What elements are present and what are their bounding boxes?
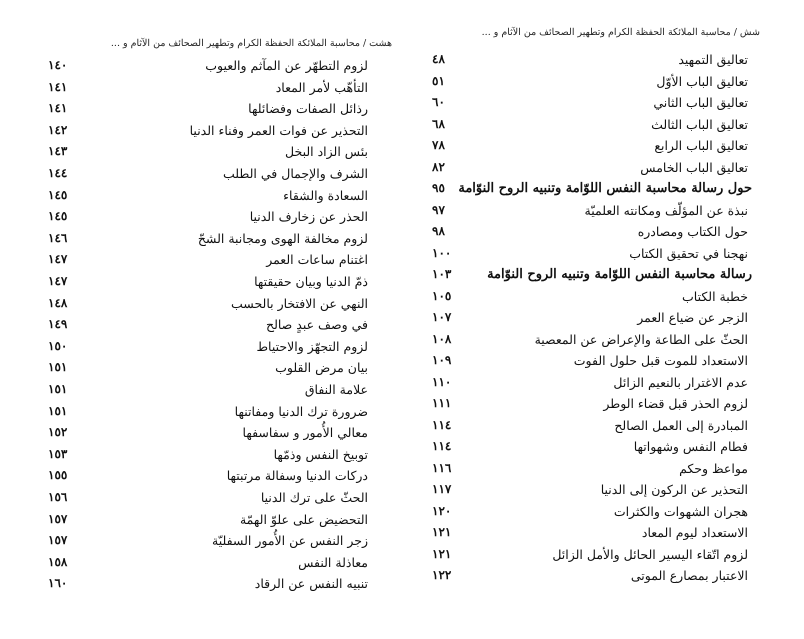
toc-entry (0, 512, 404, 532)
toc-entry (404, 246, 804, 266)
toc-entry-page-number: ١٠٨ (432, 331, 452, 346)
toc-entry (0, 231, 404, 251)
toc-entry (404, 439, 804, 459)
toc-entry (404, 418, 804, 438)
toc-entry-title: عدم الاغترار بالنعيم الزائل (613, 374, 748, 390)
toc-entry (404, 95, 804, 115)
toc-entry (0, 144, 404, 164)
toc-entry (0, 101, 404, 121)
toc-entry-page-number: ١٥٧ (48, 511, 68, 526)
toc-entry-title: التأهّب لأمر المعاد (275, 79, 368, 95)
toc-entry-page-number: ١٥٨ (48, 554, 68, 569)
toc-entry-title: نهجنا في تحقيق الكتاب (629, 245, 748, 261)
toc-entry-title: لزوم الحذر قبل قضاء الوطر (603, 396, 748, 411)
toc-entry-page-number: ١٢١ (432, 546, 452, 561)
toc-entry-page-number: ١١٤ (432, 417, 452, 432)
toc-entry-title: ضرورة ترك الدنيا ومفاتنها (234, 403, 368, 419)
toc-entry-page-number: ١٠٥ (432, 288, 452, 303)
toc-entry-title: هجران الشهوات والكثرات (613, 503, 748, 519)
toc-entry-page-number: ١٥١ (48, 403, 68, 418)
toc-entry (0, 533, 404, 553)
right-page (404, 0, 804, 639)
toc-entry-page-number: ٩٨ (432, 224, 445, 238)
toc-entry-title: حول رسالة محاسبة النفس اللوّامة وتنبيه الروح النوّامة (458, 181, 752, 196)
toc-entry-page-number: ١٤٣ (48, 144, 68, 159)
toc-entry (404, 181, 804, 201)
toc-entry-title: التحضيض على علوّ الهمّة (239, 511, 368, 527)
toc-entry-title: اغتنام ساعات العمر (266, 252, 368, 268)
toc-entry-title: تعاليق الباب الخامس (640, 159, 748, 175)
toc-entry (0, 296, 404, 316)
toc-entry-title: فطام النفس وشهواتها (633, 439, 748, 454)
toc-entry-page-number: ١٤٧ (48, 274, 68, 288)
toc-entry-title: الزجر عن ضياع العمر (637, 310, 748, 325)
toc-entry-title: في وصف عبدٍ صالح (266, 317, 368, 333)
toc-entry-page-number: ١٦٠ (48, 576, 68, 591)
toc-entry-page-number: ٦٠ (432, 95, 445, 109)
toc-entry-title: الحذر عن زخارف الدنيا (249, 209, 368, 225)
toc-entry (0, 447, 404, 467)
toc-entry-title: النهي عن الافتخار بالحسب (231, 295, 368, 311)
toc-entry-page-number: ١٠٩ (432, 353, 452, 367)
toc-entry (0, 468, 404, 488)
toc-entry-title: تعاليق الباب الثاني (653, 95, 748, 110)
running-header: هشت / محاسبة الملائكة الحفظة الكرام وتطهير الصحائف من الآثام و ... (110, 38, 392, 49)
toc-entry (404, 461, 804, 481)
toc-entry (404, 138, 804, 158)
toc-entry-page-number: ١٠٣ (432, 267, 452, 281)
toc-entry-page-number: ١١٤ (432, 439, 452, 453)
toc-entry (0, 123, 404, 143)
toc-entry-page-number: ١٤٠ (48, 58, 68, 72)
toc-entry-title: بيان مرض القلوب (275, 360, 368, 376)
toc-entry-page-number: ٨٢ (432, 159, 445, 174)
toc-entry-page-number: ١١٦ (432, 460, 452, 475)
toc-entry-page-number: ١٤٢ (48, 122, 68, 137)
toc-entry-title: لزوم مخالفة الهوى ومجانبة الشحّ (197, 230, 368, 246)
toc-entry-page-number: ٧٨ (432, 138, 445, 152)
toc-entry-title: تنبيه النفس عن الرقاد (254, 576, 368, 592)
toc-entry-page-number: ١٥٥ (48, 468, 68, 483)
toc-entry-title: الاستعداد ليوم المعاد (641, 525, 748, 540)
toc-entry-page-number: ١٥٠ (48, 338, 68, 353)
toc-entry-title: لزوم اتّقاء اليسير الحائل والأمل الزائل (552, 546, 748, 562)
toc-entry-title: حول الكتاب ومصادره (637, 224, 748, 239)
toc-entry-title: لزوم التطهّر عن المآثم والعيوب (205, 58, 368, 73)
toc-entry (0, 252, 404, 272)
toc-entry-title: الشرف والإجمال في الطلب (222, 166, 368, 181)
toc-entry-title: مواعظ وحكم (679, 460, 748, 476)
toc-entry-title: دركات الدنيا وسفالة مرتبتها (226, 468, 368, 484)
toc-entry (404, 289, 804, 309)
toc-entry (404, 482, 804, 502)
toc-entry-title: تعاليق الباب الثالث (651, 116, 748, 132)
toc-entry-title: ذمّ الدنيا وبيان حقيقتها (254, 274, 368, 289)
toc-entry-title: المبادرة إلى العمل الصالح (614, 417, 748, 433)
toc-entry-page-number: ٩٥ (432, 181, 445, 195)
toc-entry-page-number: ٤٨ (432, 52, 445, 66)
toc-entry (0, 166, 404, 186)
toc-entry (404, 117, 804, 137)
toc-entry-page-number: ١٤٥ (48, 209, 68, 224)
toc-entry (404, 203, 804, 223)
toc-entry-title: السعادة والشقاء (283, 187, 368, 203)
toc-entry-page-number: ١١٧ (432, 482, 452, 496)
toc-entry-page-number: ١٤٨ (48, 295, 68, 310)
toc-entry (404, 396, 804, 416)
toc-entry-page-number: ١٥٧ (48, 533, 68, 548)
toc-entry-title: لزوم التجهّز والاحتياط (256, 338, 368, 354)
toc-entry (404, 310, 804, 330)
toc-entry (0, 58, 404, 78)
running-header: شش / محاسبة الملائكة الحفظة الكرام وتطهير الصحائف من الآثام و ... (481, 27, 760, 38)
toc-entry-title: تعاليق التمهيد (678, 52, 748, 67)
toc-entry-title: رسالة محاسبة النفس اللوّامة وتنبيه الروح النوّامة (487, 267, 752, 282)
toc-entry (0, 360, 404, 380)
toc-entry-page-number: ١٤١ (48, 101, 68, 116)
toc-entry-page-number: ٥١ (432, 73, 445, 88)
toc-entry-page-number: ١٥٣ (48, 446, 68, 461)
toc-entry (404, 160, 804, 180)
toc-entry-title: الاعتبار بمصارع الموتى (630, 568, 748, 583)
toc-entry-page-number: ١٢٢ (432, 568, 452, 582)
toc-entry (404, 332, 804, 352)
toc-entry-title: الحثّ على الطاعة والإعراض عن المعصية (534, 331, 748, 347)
toc-entry-page-number: ١٠٧ (432, 310, 452, 324)
toc-entry-title: معالي الأُمور و سفاسفها (242, 425, 368, 441)
toc-entry-page-number: ١٢١ (432, 525, 452, 539)
toc-entry (0, 404, 404, 424)
toc-entry-page-number: ١١٠ (432, 374, 452, 389)
toc-entry (0, 274, 404, 294)
toc-entry (0, 209, 404, 229)
toc-entry-title: زجر النفس عن الأُمور السفليّة (212, 533, 368, 549)
toc-entry-page-number: ١٤١ (48, 79, 68, 94)
toc-entry (404, 267, 804, 287)
toc-entry (0, 80, 404, 100)
toc-entry (404, 504, 804, 524)
toc-entry-page-number: ٦٨ (432, 116, 445, 131)
toc-entry-title: التحذير عن فوات العمر وفناء الدنيا (189, 122, 368, 138)
toc-entry (0, 317, 404, 337)
toc-entry (404, 375, 804, 395)
toc-entry (404, 224, 804, 244)
toc-entry-title: توبيخ النفس وذمّها (273, 446, 368, 462)
toc-entry-title: معاذلة النفس (298, 554, 368, 570)
toc-entry-title: التحذير عن الركون إلى الدنيا (600, 482, 748, 497)
toc-entry (404, 52, 804, 72)
toc-entry-page-number: ١٠٠ (432, 245, 452, 260)
toc-entry (0, 555, 404, 575)
toc-entry (404, 525, 804, 545)
toc-entry-title: الحثّ على ترك الدنيا (260, 490, 368, 505)
toc-entry-page-number: ١٢٠ (432, 503, 452, 518)
toc-entry (404, 74, 804, 94)
toc-entry-page-number: ١٤٩ (48, 317, 68, 332)
toc-entry (0, 382, 404, 402)
toc-entry (0, 425, 404, 445)
toc-entry-page-number: ١٥٢ (48, 425, 68, 440)
toc-entry-page-number: ١٤٧ (48, 252, 68, 267)
toc-entry (404, 547, 804, 567)
toc-entry-title: بئس الزاد البخل (285, 144, 368, 160)
toc-entry-title: رذائل الصفات وفضائلها (248, 101, 368, 117)
toc-entry-page-number: ٩٧ (432, 202, 445, 217)
toc-entry-page-number: ١٤٥ (48, 187, 68, 202)
toc-entry-title: علامة النفاق (304, 382, 368, 397)
toc-entry-page-number: ١٥١ (48, 360, 68, 375)
toc-entry-title: الاستعداد للموت قبل حلول الفوت (573, 353, 748, 368)
toc-entry (0, 490, 404, 510)
toc-entry (0, 576, 404, 596)
toc-entry (404, 353, 804, 373)
toc-entry-title: خطبة الكتاب (682, 288, 748, 304)
toc-entry (404, 568, 804, 588)
toc-entry (0, 188, 404, 208)
toc-entry-page-number: ١٤٤ (48, 166, 68, 180)
toc-entry-title: تعاليق الباب الأوّل (656, 73, 748, 89)
toc-entry-title: نبذة عن المؤلّف ومكانته العلميّة (584, 202, 748, 218)
toc-entry-page-number: ١١١ (432, 396, 452, 410)
toc-entry-page-number: ١٥١ (48, 382, 68, 396)
toc-entry-title: تعاليق الباب الرابع (654, 138, 748, 153)
toc-entry (0, 339, 404, 359)
toc-entry-page-number: ١٤٦ (48, 230, 68, 245)
toc-entry-page-number: ١٥٦ (48, 490, 68, 504)
